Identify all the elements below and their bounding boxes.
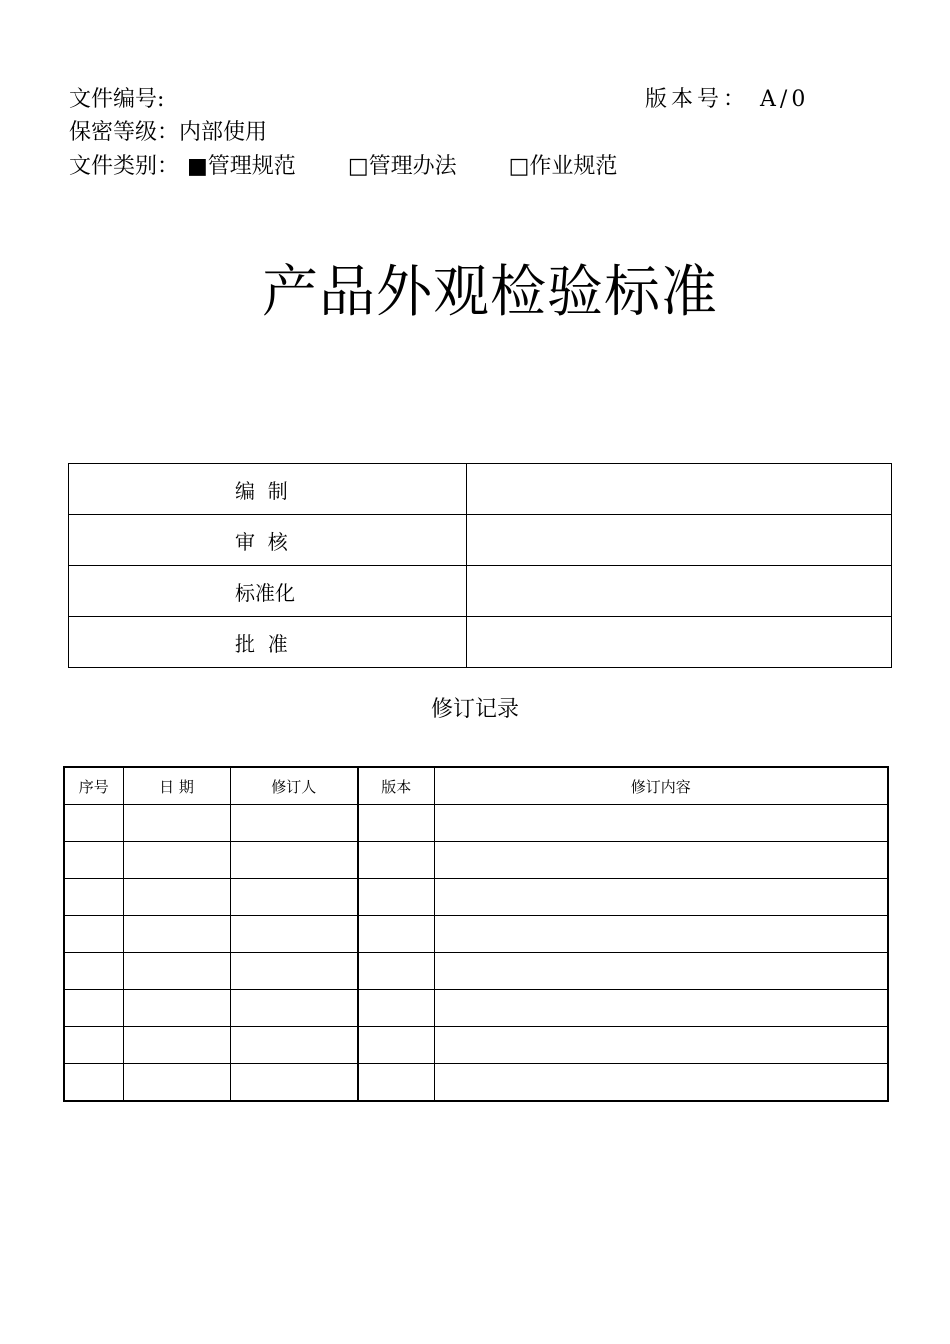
approval-value-standardize[interactable] [467, 566, 892, 617]
category-label: 文件类别： [69, 154, 180, 179]
cell-version[interactable] [358, 1027, 434, 1064]
col-header-index: 序号 [64, 767, 123, 805]
cell-index[interactable] [64, 990, 123, 1027]
table-row [64, 1027, 888, 1064]
cell-content[interactable] [434, 805, 888, 842]
table-row [64, 805, 888, 842]
cell-index[interactable] [64, 916, 123, 953]
cell-index[interactable] [64, 1027, 123, 1064]
cell-content[interactable] [434, 916, 888, 953]
category-option-management-method[interactable]: □管理办法 [347, 154, 457, 179]
approval-value-approve[interactable] [467, 617, 892, 668]
col-header-content: 修订内容 [434, 767, 888, 805]
table-row [64, 842, 888, 879]
revision-table [63, 766, 889, 1102]
cell-date[interactable] [123, 805, 230, 842]
cell-reviser[interactable] [230, 953, 358, 990]
col-header-date: 日 期 [123, 767, 230, 805]
approval-row [69, 515, 892, 566]
cell-index[interactable] [64, 879, 123, 916]
cell-reviser[interactable] [230, 990, 358, 1027]
category-option-operation-spec[interactable]: □作业规范 [508, 154, 618, 179]
cell-date[interactable] [123, 842, 230, 879]
approval-value-review[interactable] [467, 515, 892, 566]
approval-row [69, 617, 892, 668]
cell-version[interactable] [358, 879, 434, 916]
approval-value-compile[interactable] [467, 464, 892, 515]
version-value: A/0 [760, 87, 810, 112]
cell-content[interactable] [434, 990, 888, 1027]
approval-label-compile: 编 制 [69, 464, 467, 515]
approval-label-standardize: 标准化 [69, 566, 467, 617]
revision-body [64, 805, 888, 1102]
cell-version[interactable] [358, 805, 434, 842]
cell-version[interactable] [358, 953, 434, 990]
cell-reviser[interactable] [230, 879, 358, 916]
cell-date[interactable] [123, 879, 230, 916]
cell-reviser[interactable] [230, 805, 358, 842]
doc-number-label: 文件编号: [69, 87, 165, 112]
table-row [64, 953, 888, 990]
table-row [64, 1064, 888, 1102]
category-option-management-spec[interactable]: ■管理规范 [187, 154, 296, 179]
cell-index[interactable] [64, 842, 123, 879]
approval-label-review: 审 核 [69, 515, 467, 566]
table-row [64, 990, 888, 1027]
cell-content[interactable] [434, 1027, 888, 1064]
table-row [64, 916, 888, 953]
cell-content[interactable] [434, 879, 888, 916]
revision-header-row [64, 767, 888, 805]
cell-version[interactable] [358, 990, 434, 1027]
approval-row [69, 566, 892, 617]
secrecy-level: 保密等级：内部使用 [69, 120, 268, 145]
page-title: 产品外观检验标准 [262, 260, 718, 325]
category-row [69, 153, 617, 181]
cell-version[interactable] [358, 842, 434, 879]
cell-date[interactable] [123, 1027, 230, 1064]
version-field [645, 86, 809, 114]
cell-index[interactable] [64, 1064, 123, 1102]
cell-reviser[interactable] [230, 1027, 358, 1064]
col-header-version: 版本 [358, 767, 434, 805]
cell-index[interactable] [64, 805, 123, 842]
cell-reviser[interactable] [230, 842, 358, 879]
cell-index[interactable] [64, 953, 123, 990]
cell-date[interactable] [123, 953, 230, 990]
cell-content[interactable] [434, 953, 888, 990]
cell-date[interactable] [123, 1064, 230, 1102]
approval-label-approve: 批 准 [69, 617, 467, 668]
approval-table [68, 463, 892, 668]
approval-row [69, 464, 892, 515]
cell-reviser[interactable] [230, 916, 358, 953]
revision-title: 修订记录 [430, 697, 519, 722]
cell-content[interactable] [434, 1064, 888, 1102]
cell-content[interactable] [434, 842, 888, 879]
cell-date[interactable] [123, 990, 230, 1027]
version-label: 版本号： [645, 87, 750, 112]
cell-date[interactable] [123, 916, 230, 953]
col-header-reviser: 修订人 [230, 767, 358, 805]
cell-reviser[interactable] [230, 1064, 358, 1102]
table-row [64, 879, 888, 916]
cell-version[interactable] [358, 1064, 434, 1102]
cell-version[interactable] [358, 916, 434, 953]
